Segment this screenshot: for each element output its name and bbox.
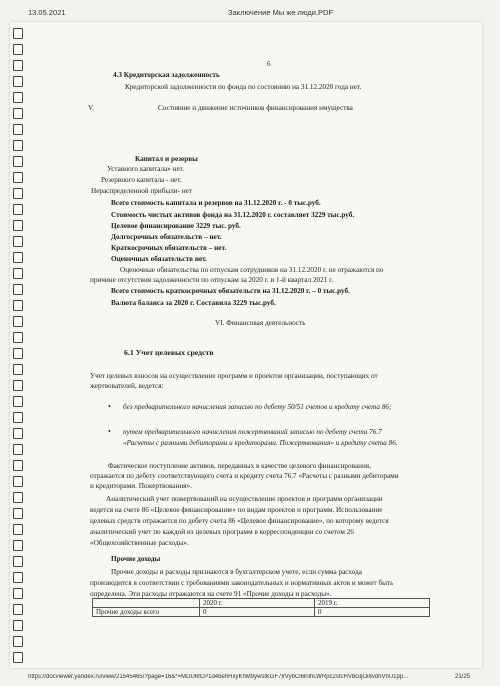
binder-hole: [13, 476, 23, 487]
section-6-title: VI. Финансовая деятельность: [215, 319, 306, 327]
short-term-total: Всего стоимость краткосрочных обязательств на 31.12.2020 г. – 0 тыс.руб.: [111, 287, 350, 295]
table-cell-2020: 0: [200, 608, 315, 617]
binder-hole: [13, 316, 23, 327]
binder-hole: [13, 652, 23, 663]
short-term-liabilities: Краткосрочных обязательств – нет.: [111, 244, 227, 252]
capital-line: Нераспределенной прибыли- нет: [91, 187, 193, 195]
section-5-title: Состояние и движение источников финансирования имущества: [158, 104, 353, 112]
binder-hole: [13, 172, 23, 183]
binder-hole: [13, 300, 23, 311]
binder-hole: [13, 188, 23, 199]
binder-hole: [13, 412, 23, 423]
binder-hole: [13, 508, 23, 519]
capital-line: Уставного капитала» нет.: [107, 165, 185, 173]
binder-hole: [13, 428, 23, 439]
table-row-label: Прочие доходы всего: [93, 608, 200, 617]
viewer-footer: [0, 670, 500, 686]
table-header-2020: 2020 г.: [200, 599, 315, 608]
other-income-title: Прочие доходы: [111, 555, 161, 563]
binder-hole: [13, 380, 23, 391]
binder-hole: [13, 348, 23, 359]
binder-hole: [13, 204, 23, 215]
section-6-1-title: 6.1 Учет целевых средств: [124, 348, 214, 357]
binder-hole: [13, 540, 23, 551]
balance-currency: Валюта баланса за 2020 г. Составила 3229 тыс.руб.: [111, 299, 276, 307]
analytic-line: целевых средств отражается по дебету счета 86 «Целевое финансирование», по которому ведется: [90, 517, 389, 525]
table-row: [93, 599, 430, 608]
table-header-2019: 2019 г.: [315, 599, 430, 608]
analytic-line: Аналитический учет пожертвований на осуществление проектов и программ организации: [106, 495, 383, 503]
binder-hole: [13, 444, 23, 455]
analytic-line: «Общехозяйственные расходы».: [90, 539, 189, 547]
binder-hole: [13, 332, 23, 343]
binder-hole: [13, 236, 23, 247]
section-5-number: V.: [88, 104, 95, 112]
estimated-liabilities: Оценочных обязательств нет.: [111, 255, 207, 263]
binder-hole: [13, 140, 23, 151]
binder-hole: [13, 556, 23, 567]
binder-hole: [13, 604, 23, 615]
binder-holes: [10, 22, 24, 668]
binder-hole: [13, 156, 23, 167]
table-cell-2019: 0: [315, 608, 430, 617]
total-capital: Всего стоимость капитала и резервов на 31.12.2020 г. - 0 тыс.руб.: [111, 199, 321, 207]
binder-hole: [13, 108, 23, 119]
other-income-line: Прочие доходы и расходы признаются в бухгалтерском учете, если сумма расхода: [111, 568, 362, 576]
binder-hole: [13, 76, 23, 87]
binder-hole: [13, 124, 23, 135]
document-page[interactable]: [10, 22, 482, 668]
analytic-line: аналитический учет по каждой из целевых программ в корреспонденции со счетом 26: [90, 528, 354, 536]
bullet-marker: •: [108, 427, 111, 436]
bullet-text: путем предварительного начисления пожертвований записью по дебету счета 76.7: [123, 428, 382, 436]
page-counter: 21/25: [455, 674, 471, 680]
binder-hole: [13, 636, 23, 647]
binder-hole: [13, 524, 23, 535]
bullet-marker: •: [108, 402, 111, 411]
section-4-3-title: 4.3 Кредиторская задолженность: [113, 71, 220, 79]
binder-hole: [13, 220, 23, 231]
analytic-line: ведется на счете 86 «Целевое финансирование» по видам проектов и программ. Использование: [90, 506, 383, 514]
binder-hole: [13, 572, 23, 583]
intro-line: Учет целевых взносов на осуществление программ и проектов организации, поступающих от: [90, 372, 378, 380]
fact-line: и кредиторами. Пожертвования».: [90, 482, 192, 490]
other-income-line: производится в соответствии с требованиями законодательных и нормативных актов и может быть: [90, 579, 394, 587]
fact-line: Фактическое поступление активов, переданных в качестве целевого финансирования,: [108, 462, 371, 470]
fact-line: отражается по дебету соответствующего счета и кредиту счета 76.7 «Расчеты с разными дебиторами: [90, 472, 399, 480]
capital-line: Резервного капитала - нет.: [101, 176, 182, 184]
binder-hole: [13, 492, 23, 503]
binder-hole: [13, 28, 23, 39]
bullet-text: «Расчеты с разными дебиторами и кредиторами. Пожертвования» и кредиту счета 86.: [123, 439, 398, 447]
table-cell: [93, 599, 200, 608]
binder-hole: [13, 268, 23, 279]
binder-hole: [13, 252, 23, 263]
binder-hole: [13, 460, 23, 471]
binder-hole: [13, 588, 23, 599]
binder-hole: [13, 396, 23, 407]
other-income-line: определена. Эти расходы отражаются на счете 91 «Прочие доходы и расходы».: [90, 590, 332, 598]
target-financing: Целевое финансирование 3229 тыс. руб.: [111, 222, 241, 230]
long-term-liabilities: Долгосрочных обязательств – нет.: [111, 233, 222, 241]
other-income-table: [92, 598, 430, 617]
binder-hole: [13, 92, 23, 103]
estimated-text-line: причине отсутствия задолженности по отпускам за 2020 г. и 1-й квартал 2021 г.: [90, 276, 334, 284]
table-row: [93, 608, 430, 617]
section-4-3-text: Кредиторской задолженности по фонда по состоянию на 31.12.2020 года нет.: [125, 83, 362, 91]
capital-title: Капитал и резервы: [135, 155, 198, 163]
binder-hole: [13, 60, 23, 71]
net-assets: Стоимость чистых активов фонда на 31.12.2020 г. составляет 3229 тыс.руб.: [111, 211, 355, 219]
bullet-text: без предварительного начисления записью по дебету 50/51 счетов и кредиту счета 86;: [123, 403, 392, 411]
binder-hole: [13, 364, 23, 375]
intro-line: жертвователей, ведется:: [90, 382, 164, 390]
estimated-text-line: Оценочные обязательства по отпускам сотрудников на 31.12.2020 г. не отражаются по: [120, 266, 384, 274]
binder-hole: [13, 44, 23, 55]
header-date: 13.05.2021: [28, 8, 66, 17]
binder-hole: [13, 620, 23, 631]
document-title: Заключение Мы же люди.PDF: [228, 8, 334, 17]
binder-hole: [13, 284, 23, 295]
page-url[interactable]: https://docviewer.yandex.ru/view/21545465/?page=16&*=MDU6fCP1d4behHxyKhM9ywslKGF7lrVybCl6lnlhLWRpc2stcHVbGljOi8vdnVhU1pp...: [28, 674, 409, 680]
page-number: 6: [267, 60, 271, 68]
